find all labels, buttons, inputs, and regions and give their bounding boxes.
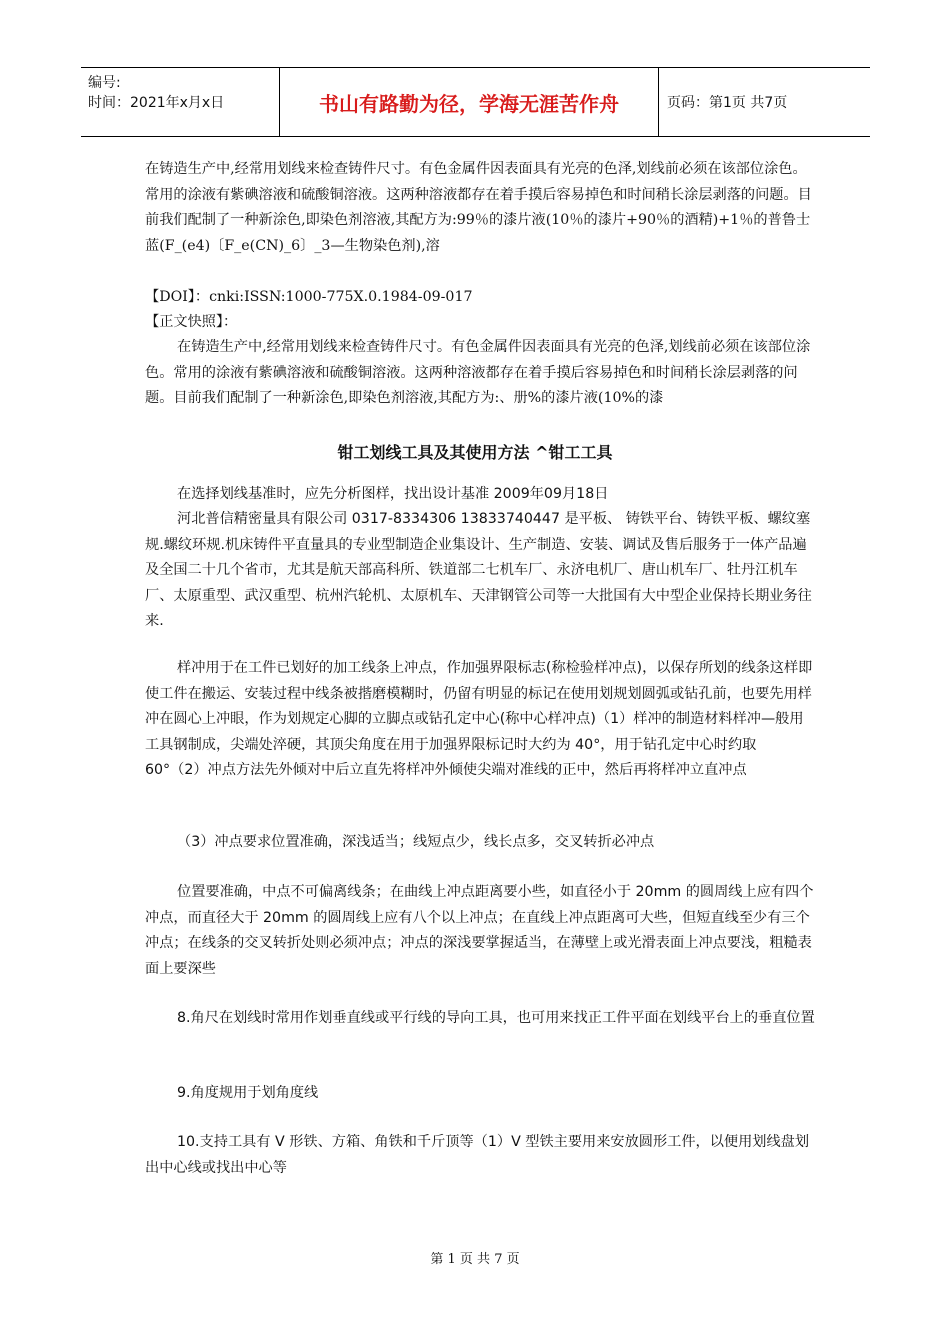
- abstract-text: 在铸造生产中,经常用划线来检查铸件尺寸。有色金属件因表面具有光亮的色泽,划线前必须在该部位涂色。常用的涂液有紫碘溶液和硫酸铜溶液。这两种溶液都存在着手摸后容易掉色和时间稍长涂层剥落的问题。目前我们配制了一种新涂色,即染色剂溶液,其配方为:99％的漆片液(10％的漆片+90％的酒精)+1％的普鲁士蓝(F_(e4)〔F_e(CN)_6〕_3—生物染色剂),溶: [145, 161, 812, 254]
- time-label: 时间：2021年x月x日: [88, 95, 225, 111]
- paragraph-6: 8.角尺在划线时常用作划垂直线或平行线的导向工具，也可用来找正工件平面在划线平台上的垂直位置: [177, 1010, 815, 1026]
- snapshot-text: 在铸造生产中,经常用划线来检查铸件尺寸。有色金属件因表面具有光亮的色泽,划线前必须在该部位涂色。常用的涂液有紫碘溶液和硫酸铜溶液。这两种溶液都存在着手摸后容易掉色和时间稍长涂层剥落的问题。目前我们配制了一种新涂色,即染色剂溶液,其配方为:、册%的漆片液(10%的漆: [145, 339, 811, 406]
- header-table: [81, 67, 870, 137]
- paragraph-7: 9.角度规用于划角度线: [177, 1085, 319, 1101]
- article-title: 钳工划线工具及其使用方法 ^钳工工具: [337, 443, 613, 462]
- paragraph-3: 样冲用于在工件已划好的加工线条上冲点，作加强界限标志(称检验样冲点)，以保存所划的线条这样即使工件在搬运、安装过程中线条被揩磨模糊时，仍留有明显的标记在使用划规划圆弧或钻孔前，也要先用样冲在圆心上冲眼，作为划规定心脚的立脚点或钻孔定中心(称中心样冲点)（1）样冲的制造材料样冲—般用工具钢制成，尖端处淬硬，其顶尖角度在用于加强界限标记时大约为 40°，用于钻孔定中心时约取 60°（2）冲点方法先外倾对中后立直先将样冲外倾使尖端对准线的正中，然后再将样冲立直冲点: [145, 660, 813, 778]
- paragraph-5: 位置要准确，中点不可偏离线条；在曲线上冲点距离要小些，如直径小于 20mm 的圆周线上应有四个冲点，而直径大于 20mm 的圆周线上应有八个以上冲点；在直线上冲点距离可大些，但短直线至少有三个冲点；在线条的交叉转折处则必须冲点；冲点的深浅要掌握适当，在薄壁上或光滑表面上冲点要浅，粗糙表面上要深些: [145, 884, 814, 977]
- paragraph-1: 在选择划线基准时，应先分析图样，找出设计基准 2009年09月18日: [177, 486, 609, 502]
- paragraph-2: 河北普信精密量具有限公司 0317-8334306 13833740447 是平板、 铸铁平台、铸铁平板、螺纹塞规.螺纹环规.机床铸件平直量具的专业型制造企业集设计、生产制造、安装、调试及售后服务于一体产品遍及全国二十几个省市，尤其是航天部高科所、铁道部二七机车厂、永济电机厂、唐山机车厂、牡丹江机车厂、太原重型、武汉重型、杭州汽轮机、太原机车、天津钢管公司等一大批国有大中型企业保持长期业务往来.: [145, 511, 812, 629]
- snapshot-label: 【正文快照】：: [145, 314, 238, 330]
- paragraph-4: （3）冲点要求位置准确，深浅适当；线短点少，线长点多，交叉转折必冲点: [177, 834, 655, 850]
- paragraph-8: 10.支持工具有 V 形铁、方箱、角铁和千斤顶等（1）V 型铁主要用来安放圆形工件，以便用划线盘划出中心线或找出中心等: [145, 1134, 810, 1176]
- page-footer: 第 1 页 共 7 页: [430, 1252, 520, 1267]
- page-info: 页码：第1页 共7页: [667, 95, 788, 111]
- header-meta-cell: [81, 68, 280, 136]
- number-label: 编号:: [88, 75, 121, 91]
- motto: 书山有路勤为径，学海无涯苦作舟: [280, 68, 659, 136]
- doi: 【DOI】：cnki:ISSN:1000-775X.0.1984-09-017: [145, 289, 473, 305]
